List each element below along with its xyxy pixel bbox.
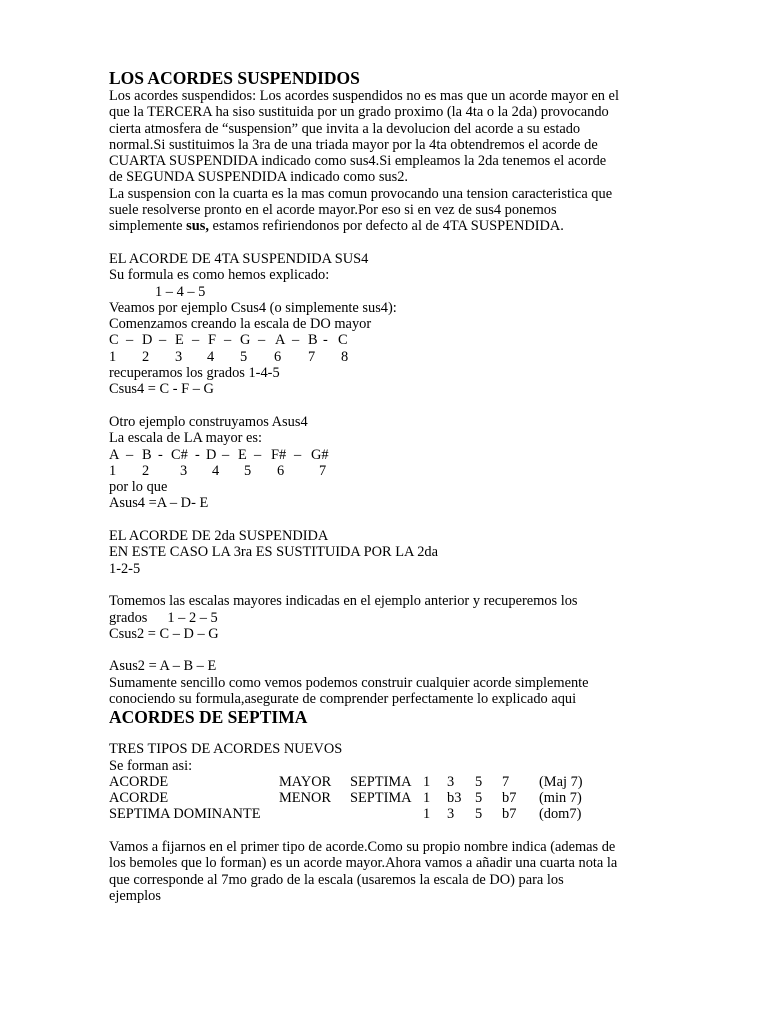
- chord-name: ACORDE: [109, 773, 169, 790]
- bold-term: sus,: [186, 218, 209, 235]
- scale-separator: -: [323, 332, 328, 349]
- chord-degree: b3: [447, 790, 462, 807]
- scale-separator: -: [158, 446, 163, 463]
- scale-separator: –: [126, 446, 134, 463]
- text-line: Su formula es como hemos explicado:: [109, 267, 330, 284]
- text-line: La escala de LA mayor es:: [109, 430, 263, 447]
- scale-degree: 8: [341, 348, 349, 365]
- text-fragment: grados: [109, 609, 148, 626]
- chord-table-row: [109, 790, 669, 806]
- chord-quality: MENOR: [279, 790, 331, 807]
- text-line: normal.Si sustituimos la 3ra de una triada mayor por la 4ta obtendremos el acorde de: [109, 136, 598, 153]
- chord-result: Csus4 = C - F – G: [109, 381, 214, 398]
- scale-note: D: [206, 446, 217, 463]
- text-line: [109, 218, 669, 234]
- section-subheading: EN ESTE CASO LA 3ra ES SUSTITUIDA POR LA 2da: [109, 544, 438, 561]
- scale-degree: 5: [240, 348, 248, 365]
- text-line: Comenzamos creando la escala de DO mayor: [109, 316, 372, 333]
- text-line: cierta atmosfera de “suspension” que invita a la devolucion del acorde a su estado: [109, 120, 581, 137]
- scale-note: B: [308, 332, 318, 349]
- scale-degree: 3: [175, 348, 183, 365]
- scale-note: C: [109, 332, 119, 349]
- text-line: que corresponde al 7mo grado de la escala (usaremos la escala de DO) para los: [109, 871, 564, 888]
- chord-abbreviation: (dom7): [539, 806, 582, 823]
- septima-section: [109, 741, 669, 904]
- formula: 1 – 2 – 5: [167, 609, 218, 626]
- chord-result: Csus2 = C – D – G: [109, 625, 219, 642]
- chord-table-row: [109, 806, 669, 822]
- scale-degree: 4: [212, 462, 220, 479]
- chord-degree: b7: [502, 790, 517, 807]
- text-line: Tomemos las escalas mayores indicadas en el ejemplo anterior y recuperemos los: [109, 593, 578, 610]
- chord-table-row: [109, 774, 669, 790]
- chord-degree: 7: [502, 773, 510, 790]
- scale-separator: -: [195, 446, 200, 463]
- page-title: LOS ACORDES SUSPENDIDOS: [109, 68, 360, 88]
- sus4-section: [109, 251, 669, 398]
- scale-separator: –: [159, 332, 167, 349]
- chord-degree: 1: [423, 773, 431, 790]
- chord-degree: 5: [475, 773, 483, 790]
- scale-note: D: [142, 332, 153, 349]
- text-line: por lo que: [109, 479, 168, 496]
- scale-note: G: [240, 332, 251, 349]
- text-line: suele resolverse pronto en el acorde mayor.Por eso si en vez de sus4 ponemos: [109, 202, 557, 219]
- scale-separator: –: [292, 332, 300, 349]
- text-line: Se forman asi:: [109, 757, 193, 774]
- scale-degree: 6: [274, 348, 282, 365]
- scale-degree: 1: [109, 462, 117, 479]
- text-line: La suspension con la cuarta es la mas comun provocando una tension caracteristica que: [109, 185, 613, 202]
- chord-name: SEPTIMA DOMINANTE: [109, 806, 261, 823]
- scale-note: A: [275, 332, 286, 349]
- chord-degree: 5: [475, 806, 483, 823]
- scale-degree: 6: [277, 462, 285, 479]
- text-line: Los acordes suspendidos: Los acordes suspendidos no es mas que un acorde mayor en el: [109, 88, 619, 104]
- scale-separator: –: [192, 332, 200, 349]
- chord-name: ACORDE: [109, 790, 169, 807]
- scale-degree: 1: [109, 348, 117, 365]
- text-line: Veamos por ejemplo Csus4 (o simplemente sus4):: [109, 299, 397, 316]
- scale-separator: –: [224, 332, 232, 349]
- chord-type: SEPTIMA: [350, 773, 412, 790]
- text-line: Sumamente sencillo como vemos podemos construir cualquier acorde simplemente: [109, 674, 589, 691]
- scale-degree: 5: [244, 462, 252, 479]
- text-line: conociendo su formula,asegurate de comprender perfectamente lo explicado aqui: [109, 690, 577, 707]
- text-line: [109, 610, 669, 626]
- scale-note: B: [142, 446, 152, 463]
- scale-degrees-row: [109, 463, 669, 479]
- chord-degree: 5: [475, 790, 483, 807]
- scale-note: C#: [171, 446, 188, 463]
- chord-result: Asus2 = A – B – E: [109, 658, 217, 675]
- formula: 1-2-5: [109, 560, 141, 577]
- text-line: CUARTA SUSPENDIDA indicado como sus4.Si empleamos la 2da tenemos el acorde: [109, 153, 607, 170]
- scale-separator: –: [294, 446, 302, 463]
- scale-degree: 7: [308, 348, 316, 365]
- scale-note: E: [175, 332, 184, 349]
- scale-note: F: [208, 332, 217, 349]
- chord-type: SEPTIMA: [350, 790, 412, 807]
- text-fragment: simplemente: [109, 218, 187, 235]
- text-fragment: estamos refiriendonos por defecto al de 4TA SUSPENDIDA.: [208, 218, 564, 235]
- scale-separator: –: [254, 446, 262, 463]
- chord-degree: 3: [447, 773, 455, 790]
- scale-notes-row: [109, 447, 669, 463]
- scale-note: E: [238, 446, 247, 463]
- chord-abbreviation: (Maj 7): [539, 773, 583, 790]
- scale-degree: 2: [142, 348, 150, 365]
- chord-quality: MAYOR: [279, 773, 332, 790]
- scale-separator: –: [126, 332, 134, 349]
- scale-notes-row: [109, 332, 669, 348]
- section-heading: EL ACORDE DE 2da SUSPENDIDA: [109, 528, 329, 545]
- text-line: de SEGUNDA SUSPENDIDA indicado como sus2.: [109, 169, 409, 186]
- scale-degrees-row: [109, 349, 669, 365]
- scale-note: A: [109, 446, 120, 463]
- chord-degree: 1: [423, 790, 431, 807]
- scale-degree: 7: [319, 462, 327, 479]
- scale-note: C: [338, 332, 348, 349]
- text-line: los bemoles que lo forman) es un acorde mayor.Ahora vamos a añadir una cuarta nota la: [109, 855, 618, 872]
- asus4-section: [109, 414, 669, 512]
- chord-degree: b7: [502, 806, 517, 823]
- chord-quality: [279, 806, 350, 822]
- scale-degree: 2: [142, 462, 150, 479]
- text-line: recuperamos los grados 1-4-5: [109, 365, 280, 382]
- text-line: Otro ejemplo construyamos Asus4: [109, 413, 308, 430]
- scale-degree: 3: [180, 462, 188, 479]
- scale-note: G#: [311, 446, 329, 463]
- chord-degree: 1: [423, 806, 431, 823]
- document-page: [109, 69, 669, 904]
- section-heading: TRES TIPOS DE ACORDES NUEVOS: [109, 741, 343, 758]
- text-line: ejemplos: [109, 887, 161, 904]
- chord-result: Asus4 =A – D- E: [109, 495, 209, 512]
- chord-degree: 3: [447, 806, 455, 823]
- formula: 1 – 4 – 5: [155, 283, 206, 300]
- section-title: ACORDES DE SEPTIMA: [109, 707, 308, 728]
- text-line: que la TERCERA ha siso sustituida por un grado proximo (la 4ta o la 2da) provocando: [109, 104, 609, 121]
- chord-type: [350, 806, 423, 822]
- sus2-section: [109, 528, 669, 707]
- chord-abbreviation: (min 7): [539, 790, 582, 807]
- section-heading: EL ACORDE DE 4TA SUSPENDIDA SUS4: [109, 250, 369, 267]
- scale-note: F#: [271, 446, 287, 463]
- scale-degree: 4: [207, 348, 215, 365]
- scale-separator: –: [222, 446, 230, 463]
- intro-paragraph: [109, 88, 669, 235]
- text-line: Vamos a fijarnos en el primer tipo de acorde.Como su propio nombre indica (ademas de: [109, 839, 616, 856]
- scale-separator: –: [258, 332, 266, 349]
